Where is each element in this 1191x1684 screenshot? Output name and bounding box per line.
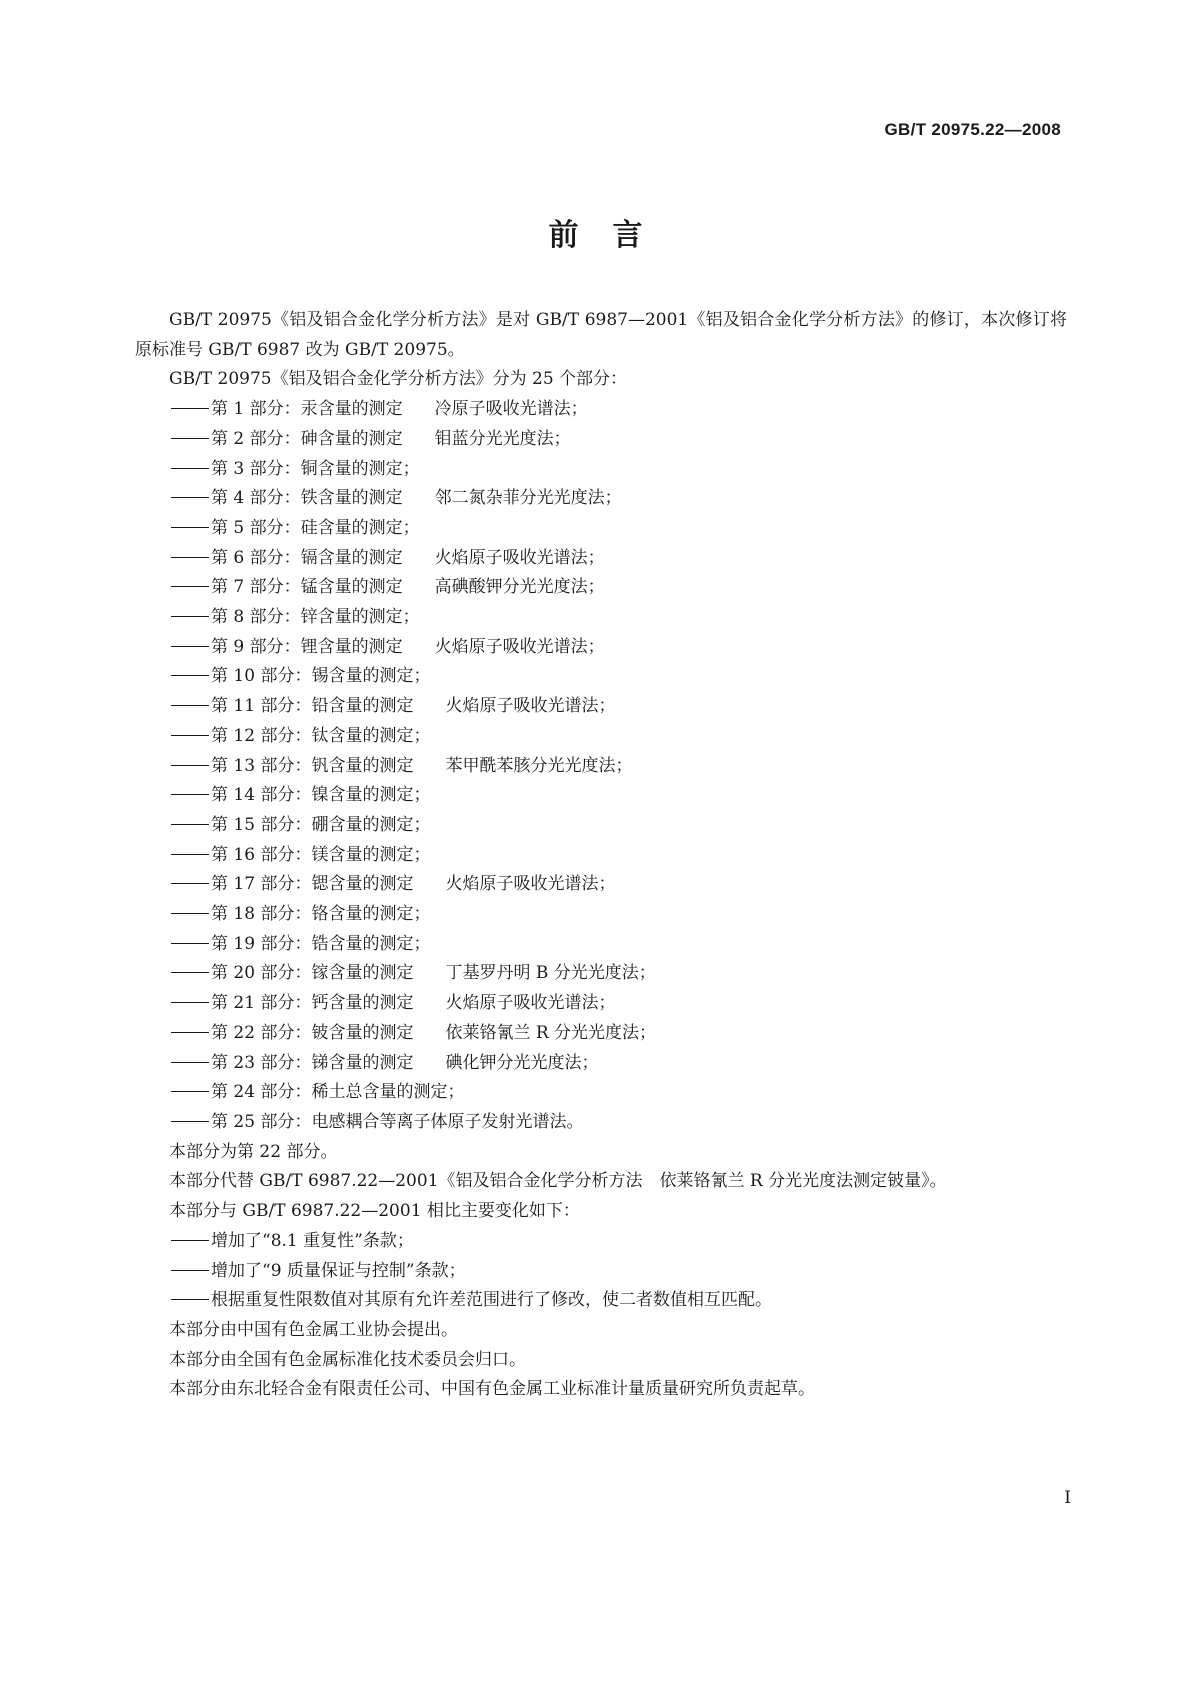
- part-list-item: [135, 1078, 1067, 1108]
- em-dash-marker: [171, 1299, 209, 1300]
- em-dash-marker: [171, 794, 209, 795]
- em-dash-marker: [171, 1121, 209, 1122]
- parts-intro-paragraph: GB/T 20975《铝及铝合金化学分析方法》分为 25 个部分：: [169, 369, 628, 390]
- em-dash-marker: [171, 735, 209, 736]
- part-method: 火焰原子吸收光谱法；: [445, 993, 616, 1014]
- em-dash-marker: [171, 1062, 209, 1063]
- em-dash-marker: [171, 943, 209, 944]
- closing-paragraph: 本部分由东北轻合金有限责任公司、中国有色金属工业标准计量质量研究所负责起草。: [169, 1379, 815, 1400]
- this-part-paragraph: 本部分为第 22 部分。: [169, 1141, 338, 1162]
- changes-intro-paragraph: 本部分与 GB/T 6987.22—2001 相比主要变化如下：: [169, 1201, 580, 1222]
- part-list-item: [135, 1019, 1067, 1049]
- em-dash-marker: [171, 1270, 209, 1271]
- document-body: [135, 306, 1067, 1405]
- part-label: 第 10 部分：锡含量的测定；: [211, 666, 431, 687]
- em-dash-marker: [171, 883, 209, 884]
- change-list-item: [135, 1286, 1067, 1316]
- part-label: 第 25 部分：电感耦合等离子体原子发射光谱法。: [211, 1111, 584, 1132]
- part-label: 第 24 部分：稀土总含量的测定；: [211, 1082, 465, 1103]
- part-label: 第 16 部分：镁含量的测定；: [211, 844, 431, 865]
- part-list-item: [135, 989, 1067, 1019]
- part-label: 第 20 部分：镓含量的测定: [211, 963, 414, 984]
- part-list-item: [135, 455, 1067, 485]
- part-list-item: [135, 425, 1067, 455]
- part-list-item: [135, 752, 1067, 782]
- em-dash-marker: [171, 824, 209, 825]
- part-list-item: [135, 811, 1067, 841]
- em-dash-marker: [171, 972, 209, 973]
- part-list-item: [135, 692, 1067, 722]
- part-label: 第 13 部分：钒含量的测定: [211, 755, 414, 776]
- part-method: 高碘酸钾分光光度法；: [434, 577, 605, 598]
- part-label: 第 4 部分：铁含量的测定: [211, 488, 403, 509]
- standard-code: GB/T 20975.22—2008: [884, 120, 1061, 139]
- part-list-item: [135, 900, 1067, 930]
- part-label: 第 6 部分：镉含量的测定: [211, 547, 403, 568]
- part-list-item: [135, 959, 1067, 989]
- part-list-item: [135, 870, 1067, 900]
- part-list-item: [135, 395, 1067, 425]
- part-list-item: [135, 544, 1067, 574]
- closing-paragraph: 本部分由中国有色金属工业协会提出。: [169, 1319, 458, 1340]
- part-method: 碘化钾分光光度法；: [445, 1052, 599, 1073]
- em-dash-marker: [171, 616, 209, 617]
- em-dash-marker: [171, 438, 209, 439]
- em-dash-marker: [171, 913, 209, 914]
- part-label: 第 23 部分：锑含量的测定: [211, 1052, 414, 1073]
- em-dash-marker: [171, 854, 209, 855]
- part-list-item: [135, 573, 1067, 603]
- part-method: 冷原子吸收光谱法；: [434, 399, 588, 420]
- part-list-item: [135, 633, 1067, 663]
- change-list-item: [135, 1227, 1067, 1257]
- part-method: 火焰原子吸收光谱法；: [445, 874, 616, 895]
- em-dash-marker: [171, 557, 209, 558]
- part-label: 第 9 部分：锂含量的测定: [211, 636, 403, 657]
- part-label: 第 14 部分：镍含量的测定；: [211, 785, 431, 806]
- part-label: 第 2 部分：砷含量的测定: [211, 428, 403, 449]
- part-method: 丁基罗丹明 B 分光光度法；: [445, 963, 656, 984]
- em-dash-marker: [171, 586, 209, 587]
- em-dash-marker: [171, 527, 209, 528]
- part-list-item: [135, 930, 1067, 960]
- change-text: 根据重复性限数值对其原有允许差范围进行了修改，使二者数值相互匹配。: [211, 1290, 772, 1311]
- part-list-item: [135, 841, 1067, 871]
- em-dash-marker: [171, 408, 209, 409]
- part-method: 苯甲酰苯胲分光光度法；: [445, 755, 633, 776]
- part-method: 钼蓝分光光度法；: [434, 428, 571, 449]
- em-dash-marker: [171, 765, 209, 766]
- part-label: 第 5 部分：硅含量的测定；: [211, 517, 420, 538]
- part-label: 第 15 部分：硼含量的测定；: [211, 814, 431, 835]
- part-label: 第 19 部分：锆含量的测定；: [211, 933, 431, 954]
- part-list-item: [135, 1049, 1067, 1079]
- parts-list: [135, 395, 1067, 1138]
- changes-list: [135, 1227, 1067, 1316]
- em-dash-marker: [171, 1240, 209, 1241]
- em-dash-marker: [171, 1091, 209, 1092]
- part-method: 依莱铬氰兰 R 分光光度法；: [445, 1022, 657, 1043]
- part-list-item: [135, 514, 1067, 544]
- part-label: 第 12 部分：钛含量的测定；: [211, 725, 431, 746]
- part-label: 第 11 部分：铅含量的测定: [211, 696, 414, 717]
- part-label: 第 8 部分：锌含量的测定；: [211, 607, 420, 628]
- em-dash-marker: [171, 1002, 209, 1003]
- intro-paragraph: GB/T 20975《铝及铝合金化学分析方法》是对 GB/T 6987—2001《铝及铝合金化学分析方法》的修订，本次修订将原标准号 GB/T 6987 改为 GB/T 20975。: [135, 310, 1067, 360]
- part-method: 邻二氮杂菲分光光度法；: [434, 488, 622, 509]
- part-label: 第 18 部分：铬含量的测定；: [211, 904, 431, 925]
- em-dash-marker: [171, 1032, 209, 1033]
- page-title: 前言: [548, 218, 677, 253]
- replaces-paragraph: 本部分代替 GB/T 6987.22—2001《铝及铝合金化学分析方法 依莱铬氰兰 R 分光光度法测定铍量》。: [169, 1171, 947, 1192]
- part-label: 第 7 部分：锰含量的测定: [211, 577, 403, 598]
- em-dash-marker: [171, 646, 209, 647]
- part-method: 火焰原子吸收光谱法；: [434, 636, 605, 657]
- part-list-item: [135, 484, 1067, 514]
- part-list-item: [135, 722, 1067, 752]
- part-list-item: [135, 1108, 1067, 1138]
- part-label: 第 21 部分：钙含量的测定: [211, 993, 414, 1014]
- change-text: 增加了“8.1 重复性”条款；: [211, 1230, 414, 1251]
- em-dash-marker: [171, 468, 209, 469]
- page-number: I: [1064, 1488, 1071, 1508]
- part-label: 第 3 部分：铜含量的测定；: [211, 458, 420, 479]
- part-method: 火焰原子吸收光谱法；: [434, 547, 605, 568]
- part-label: 第 22 部分：铍含量的测定: [211, 1022, 414, 1043]
- part-list-item: [135, 603, 1067, 633]
- part-label: 第 1 部分：汞含量的测定: [211, 399, 403, 420]
- part-label: 第 17 部分：锶含量的测定: [211, 874, 414, 895]
- closing-paragraph: 本部分由全国有色金属标准化技术委员会归口。: [169, 1349, 526, 1370]
- em-dash-marker: [171, 705, 209, 706]
- em-dash-marker: [171, 497, 209, 498]
- part-list-item: [135, 781, 1067, 811]
- em-dash-marker: [171, 675, 209, 676]
- change-list-item: [135, 1257, 1067, 1287]
- change-text: 增加了“9 质量保证与控制”条款；: [211, 1260, 466, 1281]
- part-method: 火焰原子吸收光谱法；: [445, 696, 616, 717]
- part-list-item: [135, 662, 1067, 692]
